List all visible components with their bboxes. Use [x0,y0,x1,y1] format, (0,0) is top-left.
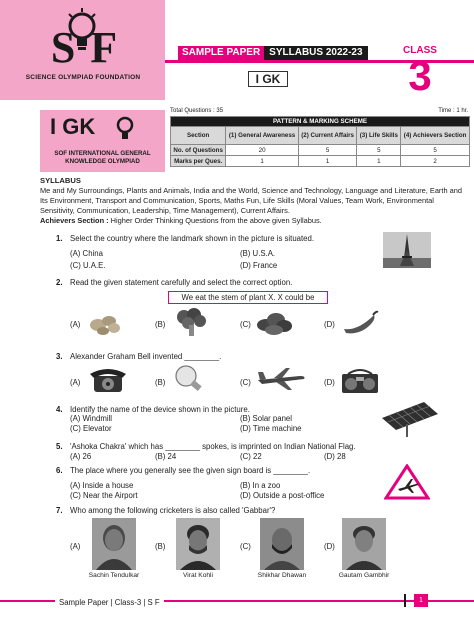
q1-option-b: (B) U.S.A. [240,249,276,258]
sachin-photo [92,518,136,570]
table-cell: 5 [401,145,470,156]
q5-option-a: (A) 26 [70,452,92,461]
q7-option-b: (B) [155,542,166,551]
syllabus-section [40,176,466,226]
q2-option-b: (B) [155,320,166,329]
virat-photo [176,518,220,570]
sof-brand: S F [50,23,120,72]
statement-box: We eat the stem of plant X. X could be [168,291,328,304]
page-number: 1 [414,594,428,607]
q1-option-a: (A) China [70,249,103,258]
question-number: 6. [56,466,63,475]
q5-option-b: (B) 24 [155,452,177,461]
q3-option-c: (C) [240,378,251,387]
scheme-header: (4) Achievers Section [401,127,470,145]
q5-option-d: (D) 28 [324,452,346,461]
scheme-caption: PATTERN & MARKING SCHEME [171,117,470,127]
question-text: The place where you generally see the given sign board is ________. [70,466,311,475]
chilli-image [340,309,380,337]
syllabus-year-label: SYLLABUS 2022-23 [264,46,368,60]
ginger-image [88,309,122,337]
question-number: 4. [56,405,63,414]
q7-option-a: (A) [70,542,81,551]
q4-option-b: (B) Solar panel [240,414,293,423]
q4-option-c: (C) Elevator [70,424,112,433]
class-number: 3 [408,52,432,99]
igko-info-block [40,110,165,172]
sample-paper-bar [178,46,368,60]
question-number: 1. [56,234,63,243]
question-text: Select the country where the landmark shown in the picture is situated. [70,234,314,243]
scheme-header: Section [171,127,226,145]
q7-name-a: Sachin Tendulkar [88,572,140,579]
q6-option-b: (B) In a zoo [240,481,281,490]
marking-scheme-table [170,116,470,167]
igko-caption-line2: KNOWLEDGE OLYMPIAD [65,158,140,165]
igko-caption-line1: SOF INTERNATIONAL GENERAL [54,150,151,157]
table-row [171,156,470,167]
sample-paper-label: SAMPLE PAPER [178,46,264,60]
achievers-text: Higher Order Thinking Questions from the above given Syllabus. [110,216,322,225]
aeroplane-image [254,366,308,392]
spinach-image [256,309,294,337]
question-number: 2. [56,278,63,287]
table-cell: 1 [357,156,401,167]
bulb-icon [116,114,134,144]
q3-option-b: (B) [155,378,166,387]
question-number: 5. [56,442,63,451]
q3-option-d: (D) [324,378,335,387]
q7-option-c: (C) [240,542,251,551]
table-cell: 1 [226,156,298,167]
footer-text: Sample Paper | Class-3 | S F [55,598,164,607]
igko-caption [42,150,163,166]
broccoli-image [172,307,210,337]
q6-option-c: (C) Near the Airport [70,491,138,500]
question-text: Read the given statement carefully and select the correct option. [70,278,293,287]
igko-small-logo: I GK [248,71,288,87]
telephone-image [88,364,128,394]
row-label: No. of Questions [171,145,226,156]
total-questions: Total Questions : 35 [170,108,224,114]
table-cell: 1 [298,156,357,167]
table-cell: 2 [401,156,470,167]
question-text: Who among the following cricketers is also called 'Gabbar'? [70,506,276,515]
footer-end-bar [404,594,406,607]
question-text: Alexander Graham Bell invented ________. [70,352,222,361]
sof-brand-caption: SCIENCE OLYMPIAD FOUNDATION [25,74,141,81]
q1-option-d: (D) France [240,261,278,270]
class-label: CLASS [403,45,437,56]
row-label: Marks per Ques. [171,156,226,167]
question-text: Identify the name of the device shown in the picture. [70,405,250,414]
q6-option-a: (A) Inside a house [70,481,134,490]
scheme-header: (3) Life Skills [357,127,401,145]
q2-option-a: (A) [70,320,81,329]
q4-option-a: (A) Windmill [70,414,113,423]
achievers-label: Achievers Section : [40,216,109,225]
light-bulb-image [172,362,206,394]
gautam-photo [342,518,386,570]
scheme-header: (2) Current Affairs [298,127,357,145]
q7-option-d: (D) [324,542,335,551]
airport-sign-icon [384,464,430,500]
q7-name-d: Gautam Gambhir [338,572,390,579]
table-cell: 5 [357,145,401,156]
time-allowed: Time : 1 hr. [438,108,468,114]
q6-option-d: (D) Outside a post-office [240,491,325,500]
solar-panel-image [378,400,440,438]
q7-name-c: Shikhar Dhawan [257,572,307,579]
question-number: 7. [56,506,63,515]
q1-option-c: (C) U.A.E. [70,261,106,270]
q7-name-b: Virat Kohli [183,572,213,579]
shikhar-photo [260,518,304,570]
q2-option-d: (D) [324,320,335,329]
table-cell: 20 [226,145,298,156]
q2-option-c: (C) [240,320,251,329]
q3-option-a: (A) [70,378,81,387]
table-cell: 5 [298,145,357,156]
sof-logo-block [0,0,165,100]
table-row [171,145,470,156]
syllabus-title: SYLLABUS [40,176,81,185]
radio-image [340,366,380,394]
igko-big-logo: I GK [50,114,96,139]
q5-option-c: (C) 22 [240,452,262,461]
achievers-line [40,216,466,226]
question-number: 3. [56,352,63,361]
eiffel-tower-image [383,232,431,268]
q4-option-d: (D) Time machine [240,424,302,433]
syllabus-body: Me and My Surroundings, Plants and Animals, India and the World, Science and Technology, Language and Literature, Earth and Its Environment, Transport and Communication, Sports, Maths Fun, Life Skills (Moral Values, Team Work, Environmental Sensitivity, Communication, Leadership, Time Management), Current Affairs. [40,186,462,215]
question-text: 'Ashoka Chakra' which has ________ spokes, is imprinted on Indian National Flag. [70,442,356,451]
scheme-header: (1) General Awareness [226,127,298,145]
